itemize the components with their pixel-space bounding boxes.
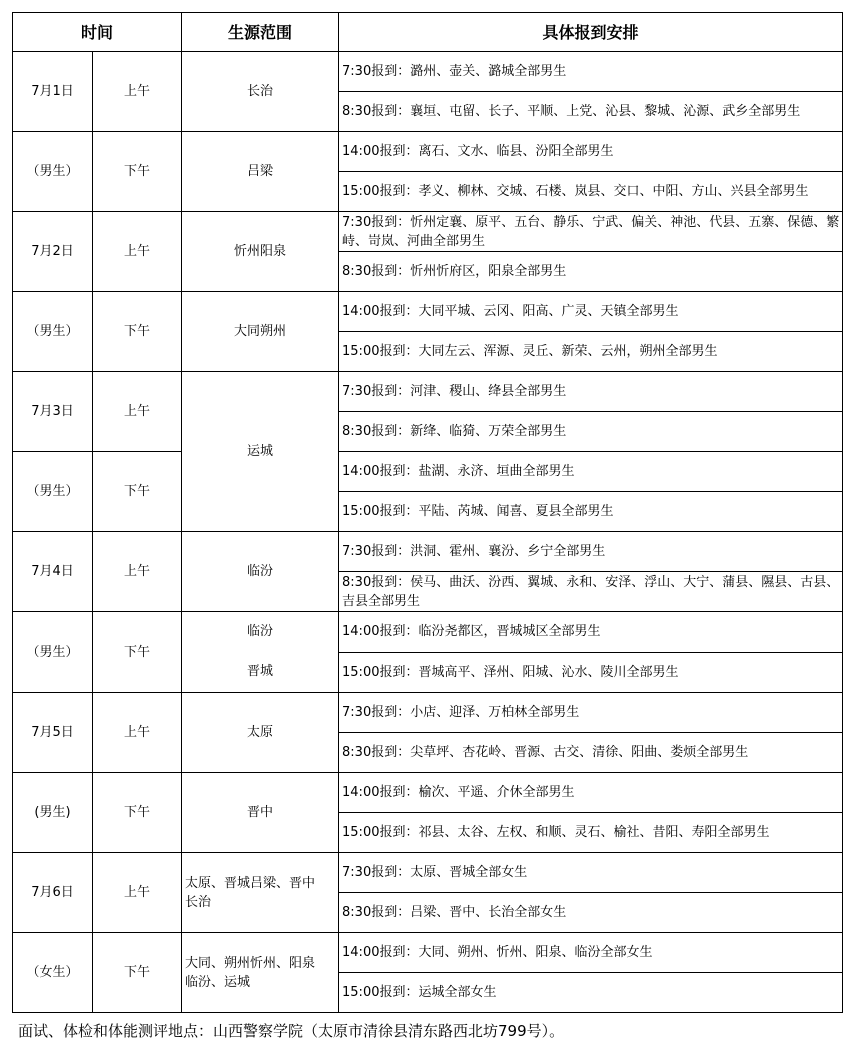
period-cell: 下午 — [93, 292, 182, 372]
header-time: 时间 — [13, 13, 182, 52]
day-date-cell: 7月5日 — [13, 693, 93, 773]
table-row — [13, 853, 843, 893]
period-cell: 上午 — [93, 372, 182, 452]
range-cell — [182, 52, 339, 132]
range-line: 太原、晋城吕梁、晋中 — [185, 875, 316, 891]
period-cell: 上午 — [93, 693, 182, 773]
period-cell: 上午 — [93, 532, 182, 612]
range-cell — [182, 853, 339, 933]
day-gender-cell: （男生） — [13, 452, 93, 532]
range-line: 运城 — [247, 444, 274, 459]
table-row — [13, 933, 843, 973]
slot-cell: 7:30报到：忻州定襄、原平、五台、静乐、宁武、偏关、神池、代县、五寨、保德、繁峙、岢岚、河曲全部男生 — [339, 212, 843, 252]
slot-cell: 15:00报到：晋城高平、泽州、阳城、沁水、陵川全部男生 — [339, 652, 843, 693]
range-line: 临汾 — [247, 564, 274, 579]
table-row — [13, 292, 843, 332]
header-arrangement: 具体报到安排 — [339, 13, 843, 52]
period-cell: 上午 — [93, 52, 182, 132]
range-line: 忻州阳泉 — [234, 244, 287, 259]
slot-cell: 15:00报到：大同左云、浑源、灵丘、新荣、云州，朔州全部男生 — [339, 332, 843, 372]
range-cell — [182, 372, 339, 532]
slot-cell: 15:00报到：运城全部女生 — [339, 973, 843, 1013]
day-gender-cell: (男生) — [13, 773, 93, 853]
slot-cell: 14:00报到：离石、文水、临县、汾阳全部男生 — [339, 132, 843, 172]
range-cell — [182, 612, 339, 693]
table-row — [13, 612, 843, 653]
slot-cell: 8:30报到：侯马、曲沃、汾西、翼城、永和、安泽、浮山、大宁、蒲县、隰县、古县、吉县全部男生 — [339, 572, 843, 612]
range-cell — [182, 292, 339, 372]
range-line: 临汾、运城 — [185, 974, 251, 990]
slot-cell: 15:00报到：孝义、柳林、交城、石楼、岚县、交口、中阳、方山、兴县全部男生 — [339, 172, 843, 212]
slot-cell: 8:30报到：忻州忻府区，阳泉全部男生 — [339, 252, 843, 292]
period-cell: 下午 — [93, 452, 182, 532]
range-line: 长治 — [247, 84, 274, 99]
table-row — [13, 452, 843, 492]
range-line: 长治 — [185, 894, 212, 910]
slot-cell: 8:30报到：新绛、临猗、万荣全部男生 — [339, 412, 843, 452]
schedule-table — [12, 12, 843, 1013]
period-cell: 下午 — [93, 132, 182, 212]
slot-cell: 14:00报到：大同、朔州、忻州、阳泉、临汾全部女生 — [339, 933, 843, 973]
slot-cell: 15:00报到：平陆、芮城、闻喜、夏县全部男生 — [339, 492, 843, 532]
table-row — [13, 532, 843, 572]
table-row — [13, 372, 843, 412]
slot-cell: 14:00报到：盐湖、永济、垣曲全部男生 — [339, 452, 843, 492]
day-date-cell: 7月3日 — [13, 372, 93, 452]
slot-cell: 7:30报到：太原、晋城全部女生 — [339, 853, 843, 893]
period-cell: 下午 — [93, 773, 182, 853]
range-line: 晋城 — [247, 664, 274, 679]
table-row — [13, 132, 843, 172]
header-range: 生源范围 — [182, 13, 339, 52]
slot-cell: 8:30报到：吕梁、晋中、长治全部女生 — [339, 893, 843, 933]
slot-cell: 8:30报到：襄垣、屯留、长子、平顺、上党、沁县、黎城、沁源、武乡全部男生 — [339, 92, 843, 132]
range-line: 太原 — [247, 725, 274, 740]
range-line: 大同、朔州忻州、阳泉 — [185, 955, 316, 971]
table-row — [13, 693, 843, 733]
slot-cell: 7:30报到：小店、迎泽、万柏林全部男生 — [339, 693, 843, 733]
range-cell — [182, 532, 339, 612]
day-gender-cell: （女生） — [13, 933, 93, 1013]
day-gender-cell: （男生） — [13, 292, 93, 372]
slot-cell: 8:30报到：尖草坪、杏花岭、晋源、古交、清徐、阳曲、娄烦全部男生 — [339, 733, 843, 773]
range-line: 临汾 — [247, 624, 274, 639]
range-cell — [182, 773, 339, 853]
period-cell: 上午 — [93, 212, 182, 292]
day-date-cell: 7月4日 — [13, 532, 93, 612]
slot-cell: 7:30报到：洪洞、霍州、襄汾、乡宁全部男生 — [339, 532, 843, 572]
day-date-cell: 7月2日 — [13, 212, 93, 292]
range-cell — [182, 933, 339, 1013]
range-line: 吕梁 — [247, 164, 274, 179]
slot-cell: 15:00报到：祁县、太谷、左权、和顺、灵石、榆社、昔阳、寿阳全部男生 — [339, 813, 843, 853]
day-gender-cell: （男生） — [13, 612, 93, 693]
table-row — [13, 52, 843, 92]
day-date-cell: 7月6日 — [13, 853, 93, 933]
table-row — [13, 773, 843, 813]
range-cell — [182, 212, 339, 292]
slot-cell: 14:00报到：榆次、平遥、介休全部男生 — [339, 773, 843, 813]
slot-cell: 14:00报到：大同平城、云冈、阳高、广灵、天镇全部男生 — [339, 292, 843, 332]
day-date-cell: 7月1日 — [13, 52, 93, 132]
period-cell: 下午 — [93, 933, 182, 1013]
period-cell: 下午 — [93, 612, 182, 693]
table-row — [13, 212, 843, 252]
header-row — [13, 13, 843, 52]
range-cell — [182, 132, 339, 212]
slot-cell: 7:30报到：河津、稷山、绛县全部男生 — [339, 372, 843, 412]
range-line: 大同朔州 — [234, 324, 287, 339]
range-line: 晋中 — [247, 805, 274, 820]
day-gender-cell: （男生） — [13, 132, 93, 212]
period-cell: 上午 — [93, 853, 182, 933]
slot-cell: 14:00报到：临汾尧都区，晋城城区全部男生 — [339, 612, 843, 653]
range-cell — [182, 693, 339, 773]
slot-cell: 7:30报到：潞州、壶关、潞城全部男生 — [339, 52, 843, 92]
footer-note: 面试、体检和体能测评地点：山西警察学院（太原市清徐县清东路西北坊799号）。 — [18, 1022, 565, 1040]
